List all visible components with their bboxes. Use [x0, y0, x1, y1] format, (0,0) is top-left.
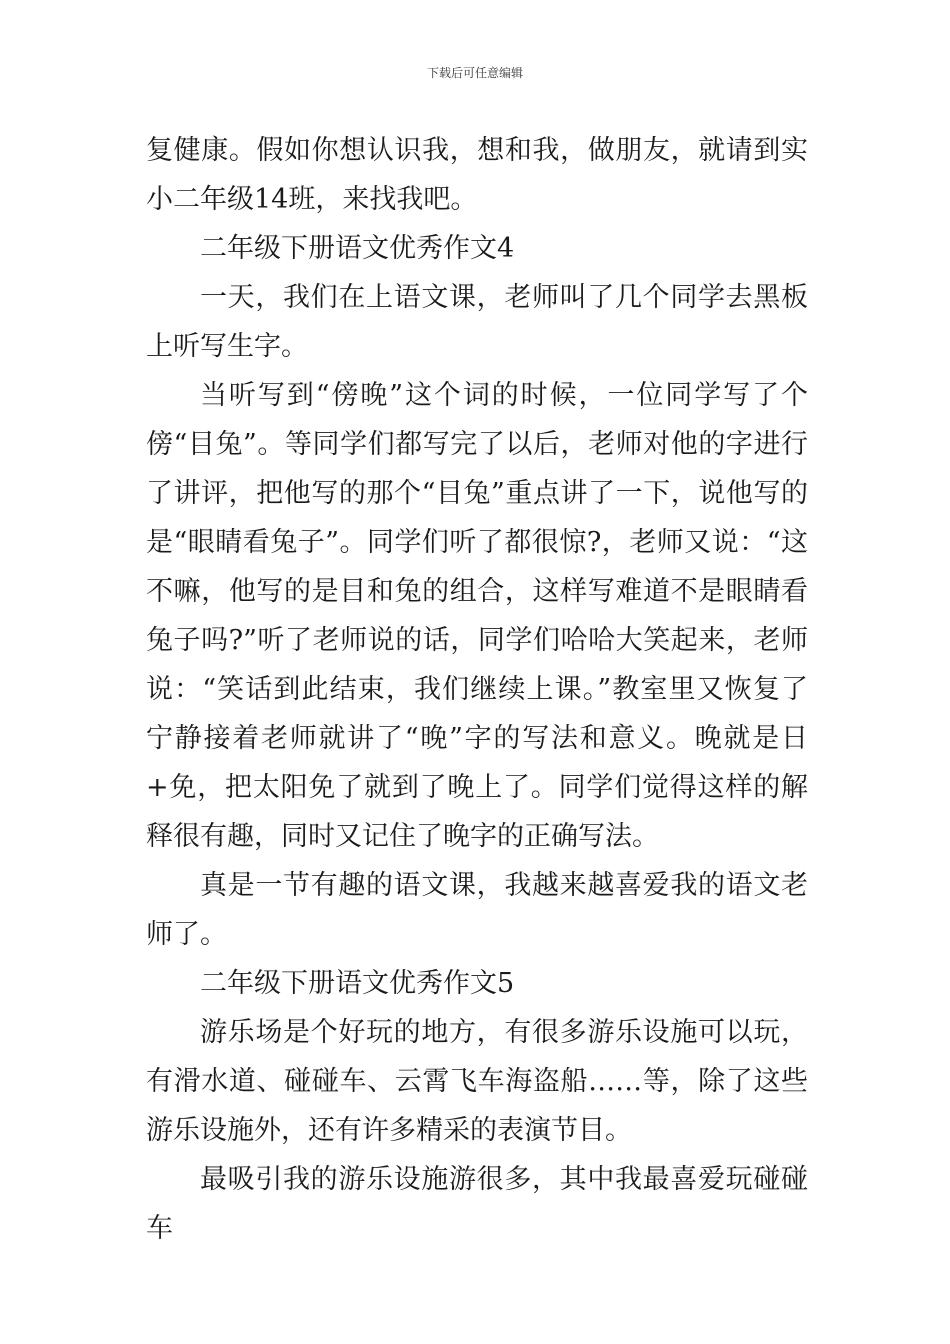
paragraph-continuation: 复健康。假如你想认识我，想和我，做朋友，就请到实小二年级14班，来找我吧。 — [146, 135, 808, 215]
document-body — [146, 126, 808, 1253]
paragraph: 一天，我们在上语文课，老师叫了几个同学去黑板上听写生字。 — [146, 282, 808, 362]
essay-heading-5: 二年级下册语文优秀作文5 — [200, 968, 515, 999]
essay-heading-4: 二年级下册语文优秀作文4 — [200, 233, 515, 264]
page-header: 下载后可任意编辑 — [426, 66, 523, 80]
paragraph: 当听写到“傍晚”这个词的时候，一位同学写了个傍“目兔”。等同学们都写完了以后，老师对他的字进行了讲评，把他写的那个“目兔”重点讲了一下，说他写的是“眼睛看兔子”。同学们听了都很惊?，老师又说：“这不嘛，他写的是目和兔的组合，这样写难道不是眼睛看兔子吗?”听了老师说的话，同学们哈哈大笑起来，老师说：“笑话到此结束，我们继续上课。”教室里又恢复了宁静接着老师就讲了“晚”字的写法和意义。晚就是日+免，把太阳免了就到了晚上了。同学们觉得这样的解释很有趣，同时又记住了晚字的正确写法。 — [146, 380, 808, 852]
paragraph: 游乐场是个好玩的地方，有很多游乐设施可以玩，有滑水道、碰碰车、云霄飞车海盗船……等，除了这些游乐设施外，还有许多精采的表演节目。 — [146, 1017, 808, 1146]
paragraph: 最吸引我的游乐设施游很多，其中我最喜爱玩碰碰车 — [146, 1164, 808, 1244]
paragraph: 真是一节有趣的语文课，我越来越喜爱我的语文老师了。 — [146, 870, 808, 950]
